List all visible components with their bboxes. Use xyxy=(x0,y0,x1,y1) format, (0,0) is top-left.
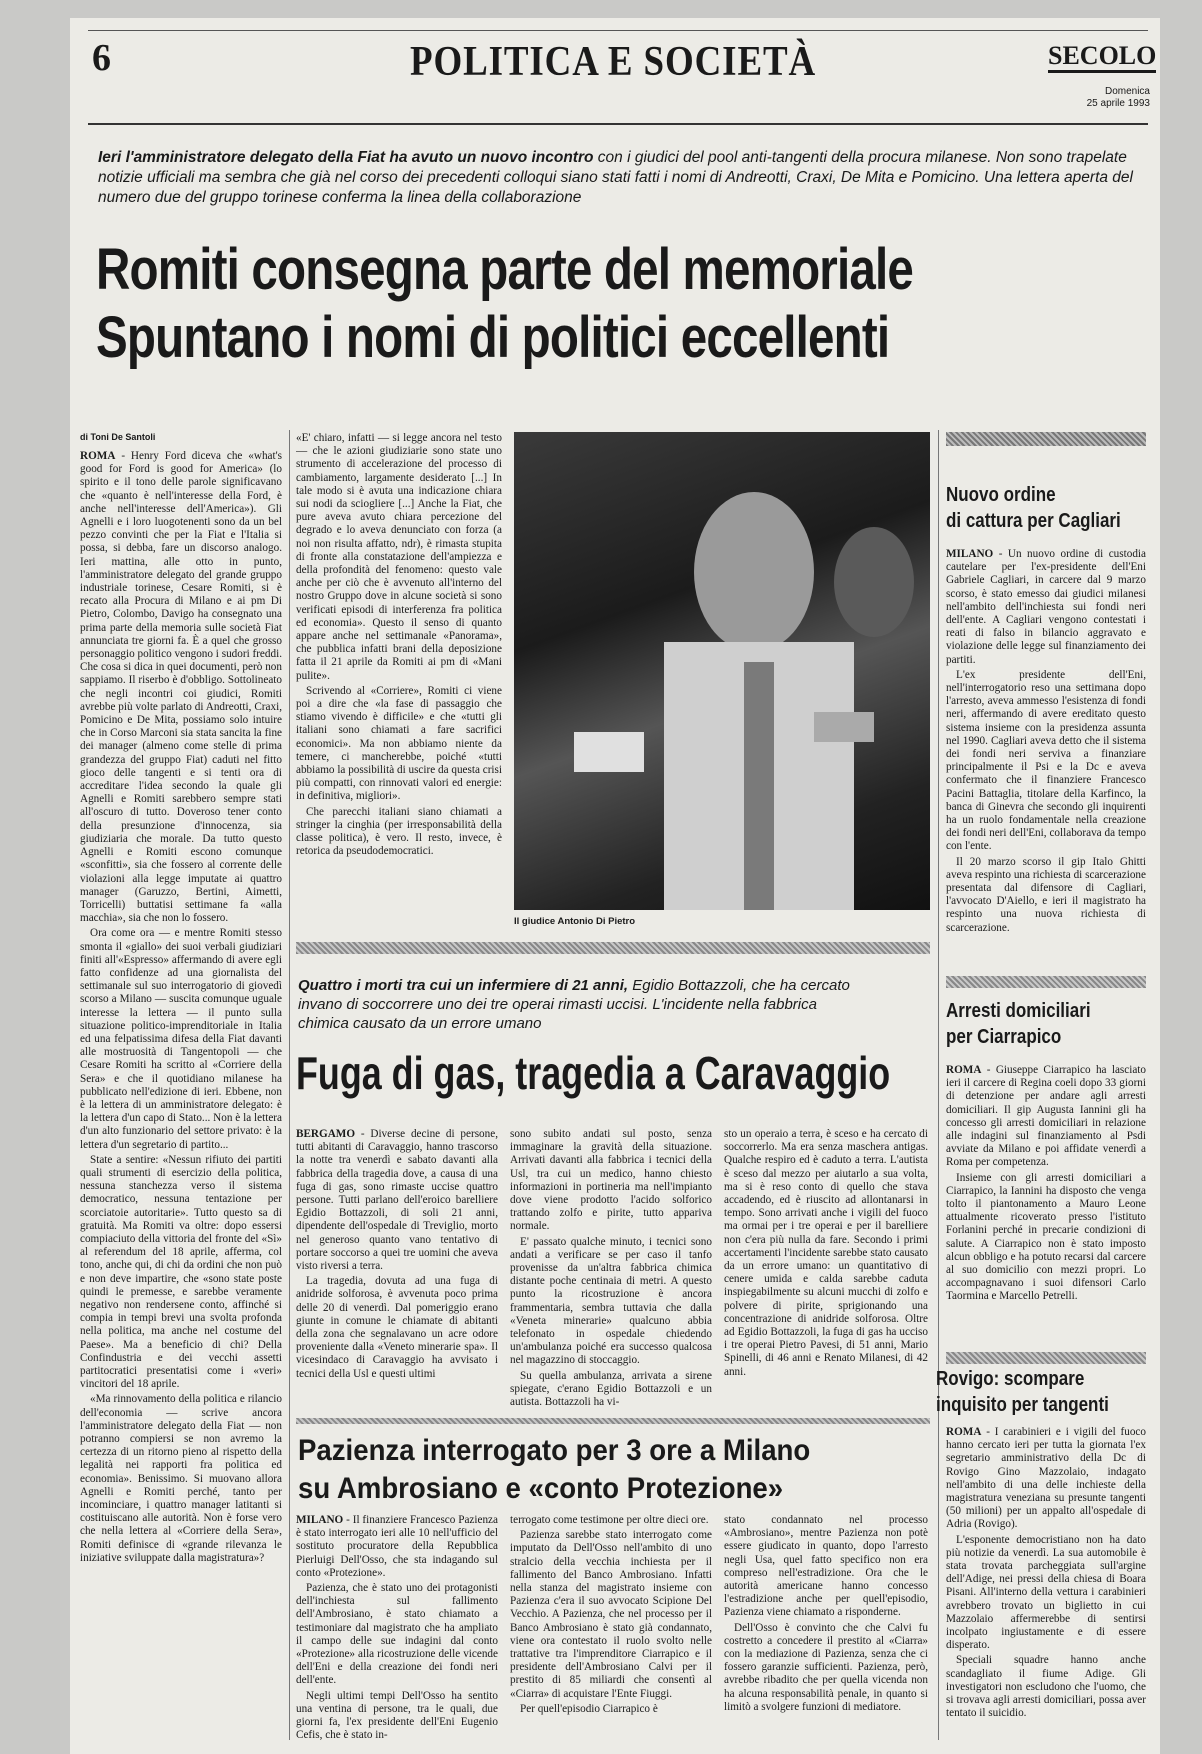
sidebar-box-rovigo xyxy=(936,1366,1146,1418)
main-kicker-rest: con i giudici del pool anti-tangenti della procura milanese. Non sono trapelate notizie ufficiali ma sembra che già nel corso dei precedenti colloqui siano stati fatti i nomi di Andreotti, Craxi, De Mita e Pomicino. Una lettera aperta del numero due del gruppo torinese conferma la linea della collaborazione xyxy=(98,149,1133,206)
paragraph: - Diverse decine di persone, tutti abitanti di Caravaggio, hanno trascorso la notte tra venerdì e sabato davanti alla fabbrica della tragedia dove, a causa di una fuga di gas, sono rimaste uccise quattro persone. Tutti parlano dell'eroico barelliere Egidio Bottazzoli, di soli 21 anni, dipendente dell'ospedale di Treviglio, morto nel generoso quanto vano tentativo di portare soccorso a quei tre uomini che aveva visto riversi a terra. xyxy=(296,1128,498,1273)
paragraph: terrogato come testimone per oltre dieci ore. xyxy=(510,1514,709,1526)
paragraph: Ora come ora — e mentre Romiti stesso smonta il «giallo» dei suoi verbali giudiziari finiti all'«Espresso» affermando di avere egli fatto confidenze ad una giornalista del settimanale sul suo interrogatorio di giovedì scorso a Milano — suscita comunque uguale interesse la lettera — il punto sulla situazione politico-imprenditoriale in Italia ed una felpatissima difesa della Fiat davanti alle mostruosità di Tangentopoli — che Cesare Romiti ha scritto al «Corriere della Sera» e che il quotidiano milanese ha pubblicato nell'edizione di ieri. Ebbene, non è la lettera di un amministratore delegato: è la lettera d'un capo di Stato... Non è la lettera d'un alto funzionario del settore privato: è la lettera d'un segretario di partito... xyxy=(80,927,282,1151)
paragraph: - Il finanziere Francesco Pazienza è stato interrogato ieri alle 10 nell'ufficio del sostituto procuratore della Repubblica Pierluigi Dell'Osso, che sta indagando sul conto «Protezione». xyxy=(296,1514,498,1579)
paragraph: Per quell'episodio Ciarrapico è xyxy=(520,1702,658,1715)
story3-headline-line1: Pazienza interrogato per 3 ore a Milano xyxy=(298,1434,811,1467)
sidebar-box-ciarrapico xyxy=(946,998,1146,1050)
sidebar-text-rovigo xyxy=(946,1426,1146,1742)
section-rule xyxy=(296,942,930,954)
paragraph: - Un nuovo ordine di custodia cautelare per l'ex-presidente dell'Eni Gabriele Cagliari, in carcere dal 9 marzo scorso, è stato emesso dai giudici milanesi nell'ambito dell'inchiesta sui fondi neri dell'ente. A Cagliari vengono contestati i reati di falso in bilancio aggravato e violazione delle legge sul finanziamento dei partiti. xyxy=(946,548,1146,666)
issue-day: Domenica xyxy=(1104,86,1150,97)
story2-kicker-rest: Egidio Bottazzoli, che ha cercato invano di soccorrere uno dei tre operai rimasti uccisi. L'incidente nella fabbrica chimica causato da un errore umano xyxy=(298,977,850,1032)
page-number: 6 xyxy=(92,37,111,79)
paragraph: sono subito andati sul posto, senza immaginare la gravità della situazione. Arrivati davanti alla fabbrica i tecnici della Usl, tra cui un medico, hanno chiesto informazioni in portineria ma nell'impianto dove viene prodotto l'acido solforico trattando zolfo e pirite, tutto appariva normale. xyxy=(510,1128,712,1233)
section-rule xyxy=(296,1418,930,1424)
story3-column-3 xyxy=(724,1514,928,1742)
paragraph: Pazienza sarebbe stato interrogato come imputato da Dell'Osso nell'ambito di uno stralcio della vecchia inchiesta per il fallimento del Banco Ambrosiano. Infatti nella stanza del magistrato insieme con Pazienza c'era il suo avvocato Scipione Del Vecchio. A Pazienza, che nel processo per il Banco Ambrosiano è stato già condannato, viene ora contestato il ruolo svolto nelle trattative tra l'imprenditore Ciarrapico e il presidente dell'Ambrosiano Calvi per il prestito di 85 miliardi che consentì al «Ciarra» di acquistare l'Ente Fiuggi. xyxy=(510,1529,712,1700)
dateline: BERGAMO xyxy=(296,1128,356,1140)
paragraph: Pazienza, che è stato uno dei protagonisti dell'inchiesta sul fallimento dell'Ambrosiano, è stato chiamato a testimoniare dal magistrato che ha ampliato il campo delle sue indagini dal conto «Protezione» alla ricostruzione delle vicende dell'Eni e della creazione dei fondi neri dell'ente. xyxy=(296,1582,498,1687)
paragraph: Che parecchi italiani siano chiamati a stringer la cinghia (per irresponsabilità della classe politica), è vero. Il resto, invece, è retorica da pseudodemocratici. xyxy=(296,805,502,858)
paragraph: State a sentire: «Nessun rifiuto dei partiti quali strumenti di esercizio della politica, nessuna stanchezza verso il sistema democratico, nessuna tentazione per scorciatoie autoritarie». Tutto questo sa di gratuità. Ma Romiti va oltre: dopo essersi compiaciuto della vittoria del fronte del «Sì» al referendum del 18 aprile, afferma, col tono, anche qui, di chi da ordini che non può e non deve impartire, che «sono state poste quindi le premesse, e sarebbe veramente negativo non rendersene conto, affinché si compia in tempi brevi una svolta profonda nella politica, ma anche nel costume del Paese». Ma a beneficio di chi? Della Confindustria e dei vecchi assetti partitocratici presentatisi come i «veri» vincitori del 18 aprile. xyxy=(80,1153,282,1391)
box-title: Nuovo ordine xyxy=(946,484,1056,506)
story2-kicker xyxy=(298,976,858,1033)
sidebar-box-cagliari xyxy=(946,482,1146,534)
section-title: POLITICA E SOCIETÀ xyxy=(410,39,817,85)
paragraph: Negli ultimi tempi Dell'Osso ha sentito una ventina di persone, tra le quali, due giorni fa, l'ex presidente dell'Eni Eugenio Cefis, che è stato in- xyxy=(296,1689,498,1742)
sidebar-rule xyxy=(946,976,1146,988)
paragraph: stato condannato nel processo «Ambrosiano», mentre Pazienza non potè essere giudicato in quanto, dopo l'arresto negli Usa, quel fatto specifico non era compreso nell'estradizione. Ora che le autorità americane hanno concesso l'estradizione anche per quell'episodio, Pazienza viene chiamato a risponderne. xyxy=(724,1514,928,1619)
main-headline-line2: Spuntano i nomi di politici eccellenti xyxy=(96,305,890,370)
paragraph: - Giuseppe Ciarrapico ha lasciato ieri il carcere di Regina coeli dopo 33 giorni di detenzione per andare agli arresti domiciliari. Il gip Augusta Iannini gli ha concesso gli arresti domiciliari in relazione alle indagini sul finanziamento al Psdi avviate da Milano e poi affidate venerdì a Roma per competenza. xyxy=(946,1064,1146,1169)
paragraph: Scrivendo al «Corriere», Romiti ci viene poi a dire che «la fase di passaggio che stiamo vivendo è difficile» e che «tutti gli italiani sono chiamati a fare sacrifici economici». Ma non abbiamo niente da temere, ci mancherebbe, poiché «tutti abbiamo la possibilità di uscire da questa crisi più compatti, con rinnovati valori ed energie: in definitiva, migliori». xyxy=(296,684,502,803)
photo-di-pietro xyxy=(514,432,930,910)
dateline: ROMA xyxy=(80,450,116,462)
paragraph: Insieme con gli arresti domiciliari a Ciarrapico, la Iannini ha disposto che venga tolto il piantonamento a Mauro Leone attualmente ricoverato presso l'istituto Forlanini perché in precarie condizioni di salute. A Ciarrapico non è stato imposto alcun obbligo e ha potuto recarsi dal carcere al suo domicilio con mezzi propri. Lo accompagnavano i suoi difensori Carlo Taormina e Marcello Petrelli. xyxy=(946,1171,1146,1303)
box-title: di cattura per Cagliari xyxy=(946,510,1121,532)
header-rule xyxy=(88,123,1148,125)
main-kicker-bold: Ieri l'amministratore delegato della Fiat ha avuto un nuovo incontro xyxy=(98,149,594,166)
story2-kicker-bold: Quattro i morti tra cui un infermiere di 21 anni, xyxy=(298,977,629,994)
paragraph: Dell'Osso è convinto che che Calvi fu costretto a concedere il prestito al «Ciarra» con la mediazione di Pazienza, senza che ci fossero garanzie sufficienti. Pazienza, però, avrebbe ribadito che per quella vicenda non ha alcuna responsabilità penale, in quanto si limitò a svolgere funzioni di mediatore. xyxy=(724,1621,928,1713)
main-kicker xyxy=(98,148,1138,208)
story2-column-2 xyxy=(510,1128,712,1414)
paragraph: sto un operaio a terra, è sceso e ha cercato di soccorrerlo. Ma era senza maschera antigas. Qualche respiro ed è caduto a terra. L'autista è sceso dal mezzo per aiutarlo a sua volta, ma si è reso conto di quello che stava accadendo, ed è riuscito ad allontanarsi in tempo. Sono arrivati anche i vigili del fuoco ma ormai per i tre operai e per il barelliere non c'era più nulla da fare. Secondo i primi accertamenti l'incidente sarebbe stato causato da un errore umano: un quantitativo di cenere umida e calda sarebbe caduta inspiegabilmente su alcuni mucchi di zolfo e polvere di pirite, sprigionando una concentrazione di anidride solforosa. Oltre ad Egidio Bottazzoli, la fuga di gas ha ucciso i tre operai Pietro Pavesi, di 51 anni, Mario Spinelli, di 46 anni e Renato Milanesi, di 42 anni. xyxy=(724,1128,928,1378)
sidebar-text-cagliari xyxy=(946,548,1146,970)
photo-placeholder xyxy=(514,432,930,910)
story2-column-1 xyxy=(296,1128,498,1414)
box-title: Arresti domiciliari xyxy=(946,1000,1091,1022)
main-column-2 xyxy=(296,432,502,932)
story3-column-1 xyxy=(296,1514,498,1742)
masthead-logo: SECOLO xyxy=(1048,42,1156,73)
paragraph: L'ex presidente dell'Eni, nell'interrogatorio reso una settimana dopo l'arresto, aveva ammesso l'esistenza di fondi neri, affermando di avere ereditato questo sistema insieme con la presidenza assunta nel 1990. Cagliari aveva detto che il sistema dei fondi neri serviva a finanziare principalmente il Psi e la Dc e aveva confermato che il finanziere Francesco Pacini Battaglia, titolare della Karfinco, la banca di Ginevra che secondo gli inquirenti ha un ruolo fondamentale nella creazione dei fondi neri dell'Eni, collaborava da tempo con l'ente. xyxy=(946,668,1146,853)
story3-headline xyxy=(298,1432,810,1508)
story2-headline: Fuga di gas, tragedia a Caravaggio xyxy=(296,1047,891,1099)
photo-caption: Il giudice Antonio Di Pietro xyxy=(514,916,636,927)
paragraph: «E' chiaro, infatti — si legge ancora nel testo — che le azioni giudiziarie sono state uno strumento di accelerazione del processo di cambiamento, largamente desiderato [...] In tale modo si è avuta una indicazione chiara sui nodi da sciogliere [...] Anche la Fiat, che pure aveva avuto chiara percezione del degrado e lo aveva denunciato con forza (a noi non risulta affatto, ndr), è rimasta stupita di fronte alla constatazione dell'ampiezza e della profondità del fenomeno: questo vale anche per ciò che è avvenuto all'interno del nostro Gruppo dove in alcune società si sono verificati episodi di interferenza fra politica ed economia». Questo il senso di quanto appare anche nel settimanale «Panorama», che pubblica infatti brani della deposizione fatta il 21 aprile da Romiti ai pm di «Mani pulite». xyxy=(296,432,502,682)
paragraph: Il 20 marzo scorso il gip Italo Ghitti aveva respinto una richiesta di scarcerazione presentata dal difensore di Cagliari, l'avvocato D'Aiello, e ieri il magistrato ha respinto una nuova richiesta di scarcerazione. xyxy=(946,855,1146,934)
byline: di Toni De Santoli xyxy=(80,432,156,442)
paragraph: E' passato qualche minuto, i tecnici sono andati a verificare se per caso il tanfo provenisse da un'altra fabbrica chimica distante poche centinaia di metri. A questo punto la ricostruzione è ancora frammentaria, sembra tuttavia che dalla «Veneta minerarie» qualcuno abbia telefonato in ospedale chiedendo un'ambulanza poiché era successo qualcosa nel magazzino di stoccaggio. xyxy=(510,1235,712,1367)
top-rule xyxy=(88,30,1148,31)
box-title: inquisito per tangenti xyxy=(936,1394,1109,1416)
box-title: per Ciarrapico xyxy=(946,1026,1062,1048)
paragraph: L'esponente democristiano non ha dato più notizie da venerdì. La sua automobile è stata trovata parcheggiata sull'argine dell'Adige, nei pressi della chiesa di Boara Pisani. All'interno della vettura i carabinieri avrebbero trovato un biglietto in cui Mazzolaio affermerebbe di sentirsi incolpato ingiustamente e di essere disperato. xyxy=(946,1533,1146,1652)
paragraph: La tragedia, dovuta ad una fuga di anidride solforosa, è avvenuta poco prima delle 20 di venerdì. Dal pomeriggio erano giunte in comune le chiamate di abitanti della zona che segnalavano un acre odore proveniente dalla «Veneto minerarie spa». Il vicesindaco di Caravaggio ha avvisato i tecnici della Usl e questi ultimi xyxy=(296,1275,498,1380)
paragraph: «Ma rinnovamento della politica e rilancio dell'economia — scrive ancora l'amministratore delegato della Fiat — non potranno compiersi se non avremo la certezza di un ritorno pieno al rispetto della legalità nei rapporti fra politica ed economia». Benissimo. Si muovano allora Agnelli e Romiti perché, tanto per incominciare, i quattro manager latitanti si costituiscano alle autorità. Non è forse vero che nella lettera al «Corriere della Sera», Romiti definisce di «grande rilevanza le iniziative sviluppate dalla magistratura»? xyxy=(80,1393,282,1564)
dateline: MILANO xyxy=(296,1514,344,1526)
box-title: Rovigo: scompare xyxy=(936,1368,1085,1390)
main-headline-line1: Romiti consegna parte del memoriale xyxy=(96,237,914,302)
dateline: MILANO xyxy=(946,548,994,560)
paragraph: Su quella ambulanza, arrivata a sirene spiegate, c'erano Egidio Bottazzoli e un autista. Bottazzoli ha vi- xyxy=(510,1369,712,1409)
story3-headline-line2: su Ambrosiano e «conto Protezione» xyxy=(298,1472,784,1505)
story2-column-3 xyxy=(724,1128,928,1414)
issue-date xyxy=(1046,86,1150,110)
dateline: ROMA xyxy=(946,1426,982,1438)
paragraph: - Henry Ford diceva che «what's good for Ford is good for America» (lo spirito e il tono delle parole significavano che «quanto è nell'interesse della Ford, è anche nell'interesse dell'America»). Gli Agnelli e i loro luogotenenti sono da un bel pezzo convinti che per la Fiat e l'Italia si possa, si debba, fare un discorso analogo. Ieri mattina, alle otto in punto, l'amministratore delegato del grande gruppo industriale torinese, Cesare Romiti, si è recato alla Procura di Milano e ai pm Di Pietro, Colombo, Davigo ha consegnato una prima parte della memoria sulle società Fiat annunciata tre giorni fa. È a quel che grosso personaggio politico vengono i sudori freddi. Che cosa si dica in quei documenti, però non sappiamo. Il riserbo è d'obbligo. Sottolineato che negli incontri coi giudici, Romiti avrebbe più volte parlato di Andreotti, Craxi, Pomicino e De Mita, possiamo solo intuire che in Corso Marconi sia stata sancita la fine dei manager (almeno come stelle di prima grandezza del gruppo Fiat) caduti nel fitto gioco delle tangenti e si tenti ora di accreditare l'idea secondo la quale gli Agnelli e Romiti sarebbero sempre stati all'oscuro di tutto. Doveroso tener conto della presunzione d'innocenza, sia giudiziaria che morale. Da tutto questo Agnelli e Romiti escono comunque «sconfitti», sia che fossero al corrente delle violazioni alla legge imputate ai quattro manager (Garuzzo, Bertini, Aimetti, Torricelli) buttatisi settimane fa «alla macchia», sia che non lo fossero. xyxy=(80,450,282,925)
story3-column-2 xyxy=(510,1514,712,1742)
main-column-1 xyxy=(80,450,282,1740)
paragraph: - I carabinieri e i vigili del fuoco hanno cercato ieri per tutta la giornata l'ex segretario amministrativo della Dc di Rovigo Gino Mazzolaio, indagato nell'ambito di una delle inchieste della magistratura veneziana su presunte tangenti (50 milioni) per un appalto all'ospedale di Adria (Rovigo). xyxy=(946,1426,1146,1531)
sidebar-divider xyxy=(938,430,939,1740)
paragraph: Speciali squadre hanno anche scandagliato il fiume Adige. Gli investigatori non escludono che l'uomo, che si trovava agli arresti domiciliari, possa aver tentato il suicidio. xyxy=(946,1654,1146,1720)
sidebar-rule xyxy=(946,432,1146,446)
column-divider xyxy=(289,430,290,1740)
sidebar-rule xyxy=(946,1352,1146,1364)
sidebar-text-ciarrapico xyxy=(946,1064,1146,1348)
dateline: ROMA xyxy=(946,1064,982,1076)
main-headline xyxy=(96,236,965,372)
issue-date-text: 25 aprile 1993 xyxy=(1086,98,1150,109)
